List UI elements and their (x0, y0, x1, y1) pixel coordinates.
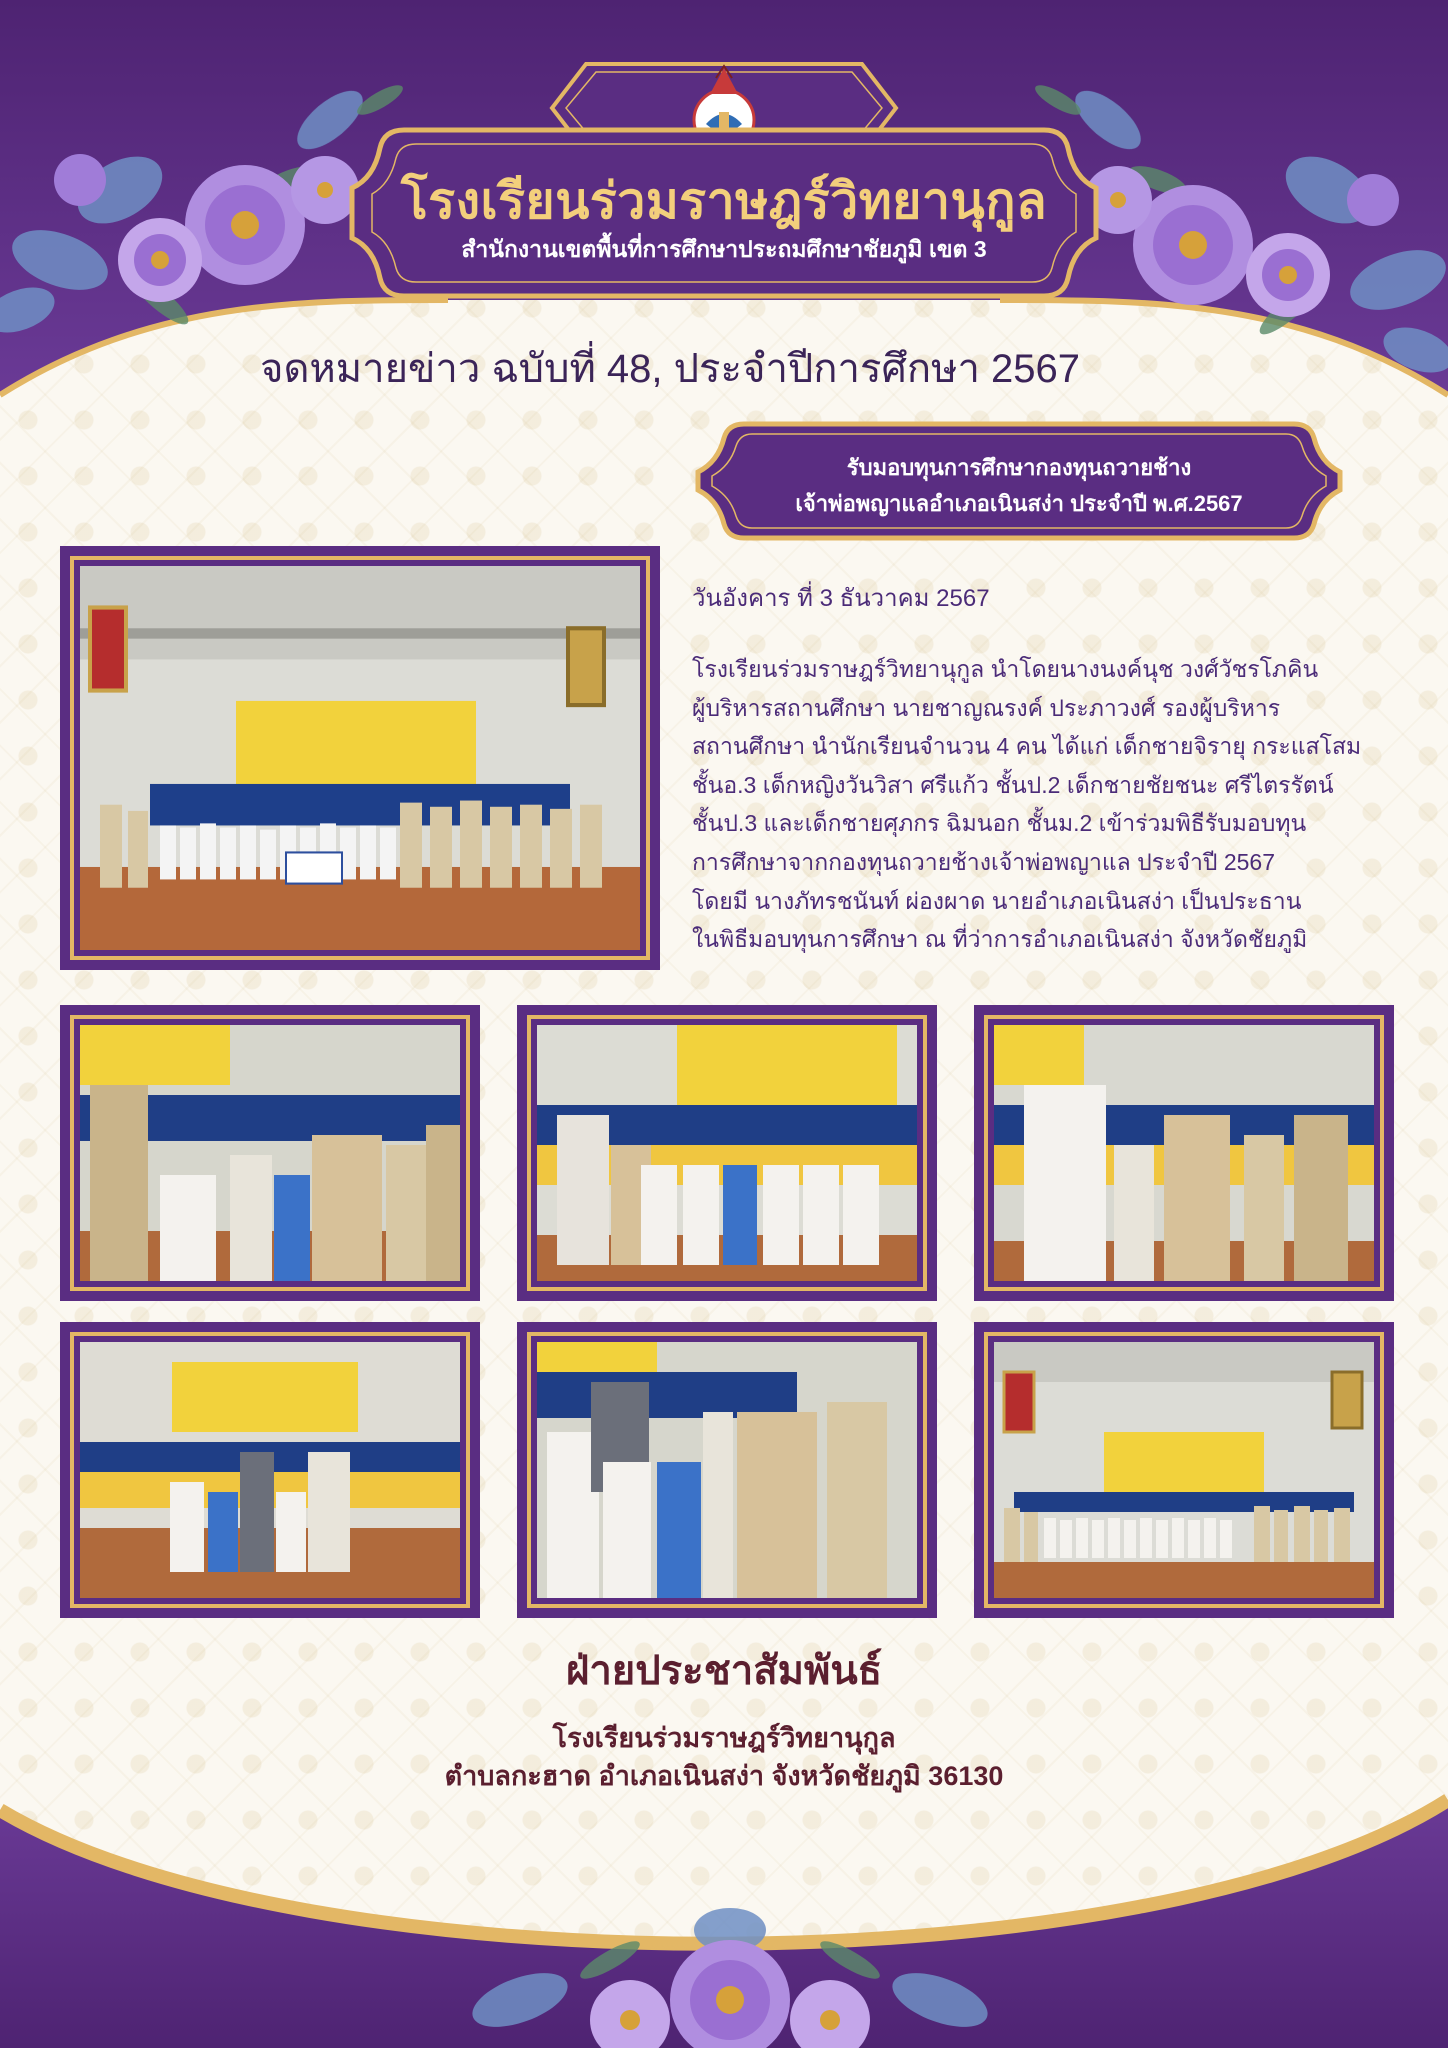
article-line: โรงเรียนร่วมราษฎร์วิทยานุกูล นำโดยนางนงค์นุช วงศ์วัชรโภคิน (692, 656, 1319, 682)
article-line: ในพิธีมอบทุนการศึกษา ณ ที่ว่าการอำเภอเนินสง่า จังหวัดชัยภูมิ (692, 926, 1308, 953)
article-line: ผู้บริหารสถานศึกษา นายชาญณรงค์ ประภาวงศ์ รองผู้บริหาร (692, 694, 1281, 721)
school-name-title: โรงเรียนร่วมราษฎร์วิทยานุกูล (400, 173, 1048, 229)
public-relations-department: ฝ่ายประชาสัมพันธ์ (565, 1649, 883, 1693)
article-body (692, 650, 1372, 959)
article-line: ชั้นอ.3 เด็กหญิงวันวิสา ศรีแก้ว ชั้นป.2 เด็กชายชัยชนะ ศรีไตรรัตน์ (692, 771, 1334, 798)
article-line: สถานศึกษา นำนักเรียนจำนวน 4 คน ได้แก่ เด็กชายจิรายุ กระแสโสม (692, 733, 1362, 760)
footer-address: ตำบลกะฮาด อำเภอเนินสง่า จังหวัดชัยภูมิ 36130 (444, 1761, 1004, 1791)
main-photo-frame (60, 546, 660, 970)
newsletter-issue-title: จดหมายข่าว ฉบับที่ 48, ประจำปีการศึกษา 2567 (260, 347, 1080, 391)
group-photo-ceremony[interactable] (80, 566, 640, 950)
gallery-photo-frame (974, 1005, 1394, 1301)
headline-line-1: รับมอบทุนการศึกษากองทุนถวายช้าง (846, 455, 1192, 480)
headline-line-2: เจ้าพ่อพญาแลอำเภอเนินสง่า ประจำปี พ.ศ.2567 (795, 491, 1243, 516)
gallery-photo-frame (60, 1322, 480, 1618)
gallery-photo-frame (974, 1322, 1394, 1618)
article-line: โดยมี นางภัทรชนันท์ ผ่องผาด นายอำเภอเนินสง่า เป็นประธาน (692, 887, 1302, 914)
article-line: ชั้นป.3 และเด็กชายศุภกร ฉิมนอก ชั้นม.2 เข้าร่วมพิธีรับมอบทุน (692, 810, 1307, 837)
headline-banner (694, 416, 1344, 546)
article-date: วันอังคาร ที่ 3 ธันวาคม 2567 (692, 585, 990, 612)
flower-decoration-bottom (430, 1890, 1030, 2048)
gallery-photo-6[interactable] (994, 1342, 1374, 1598)
gallery-photo-1[interactable] (80, 1025, 460, 1281)
gallery-photo-4[interactable] (80, 1342, 460, 1598)
footer-school-name: โรงเรียนร่วมราษฎร์วิทยานุกูล (552, 1723, 896, 1753)
gallery-photo-frame (517, 1005, 937, 1301)
education-office-subtitle: สำนักงานเขตพื้นที่การศึกษาประถมศึกษาชัยภูมิ เขต 3 (461, 236, 987, 262)
title-plaque (344, 118, 1104, 308)
gallery-photo-2[interactable] (537, 1025, 917, 1281)
gallery-photo-5[interactable] (537, 1342, 917, 1598)
gallery-photo-frame (517, 1322, 937, 1618)
gallery-photo-3[interactable] (994, 1025, 1374, 1281)
gallery-photo-frame (60, 1005, 480, 1301)
article-line: การศึกษาจากกองทุนถวายช้างเจ้าพ่อพญาแล ประจำปี 2567 (692, 848, 1276, 875)
